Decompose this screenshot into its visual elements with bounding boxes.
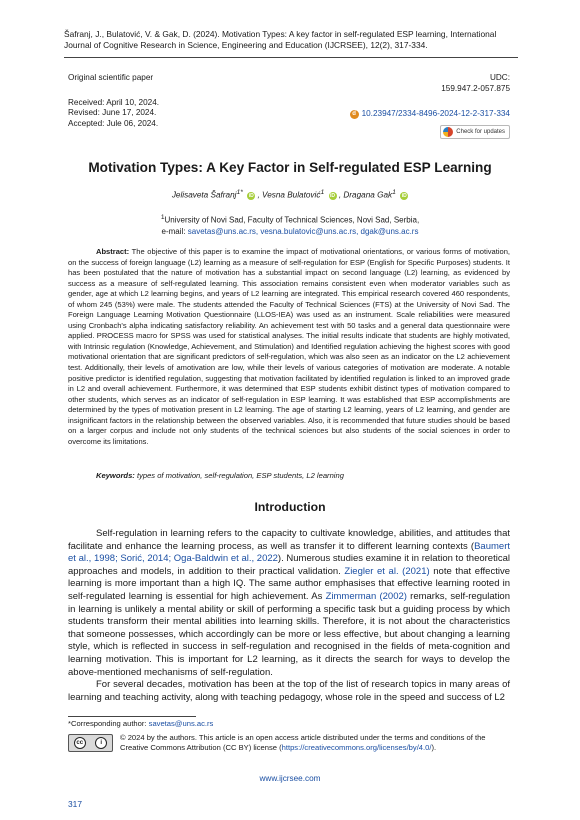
author-3-affiliation-mark: 1: [392, 189, 396, 196]
check-for-updates-button[interactable]: [440, 125, 510, 140]
email-label: e-mail:: [161, 226, 188, 236]
article-meta-left: [68, 73, 159, 129]
received-date: Received: April 10, 2024.: [68, 97, 160, 107]
citation-link[interactable]: Baumert et al., 1998; Sorić, 2014; Oga-Baldwin et al., 2022: [68, 540, 510, 565]
paragraph-text: note that effective learning is more important than a high IQ. The same author emphasises that effective learning rooted in self-regulated learning is essential for high achievement. As: [68, 565, 510, 602]
paper-title: Motivation Types: A Key Factor in Self-regulated ESP Learning: [88, 160, 492, 175]
header-divider: [64, 57, 518, 58]
abstract-text: The objective of this paper is to examine the impact of motivational orientations, or various forms of motivation, on the success of foreign language (L2) learning as a measure of self-regulation for ESP (English for Specific Purposes) students. It has been postulated that the nature of motivation has a substantial impact on second language (L2) learning, as evidenced by success as a measure of self-regulated learning. This association remains consistent even when moderator variables such as gender, age at which L2 learning begins, and years of L2 learning are integrated. This empirical research covered 460 respondents, of whom 245 (53%) were male. The students attended the Faculty of Technical Sciences (FTS) at the University of Novi Sad. The Foreign Language Learning Motivation Questionnaire (LLOS-IEA) was used as an instrument. Scale reliabilities were measured using Cronbach's alpha indicating satisfactory reliability. An achievement test with 50 tasks and a general data questionnaire were applied. PROCESS macro for SPSS was used for statistical analyses. The initial results indicate that students are highly motivated, with Intrinsic regulation (Knowledge, Achievement, and Stimulation) and Identified regulation achieving the highest scores with good motivational orientation that are significant predictors of self-regulation, which was also seen as an indicator on the L2 achievement test. Additionally, their levels of amotivation are low, while their levels of various categories of motivation are moderate. A notable positive predictor is identified regulation, suggesting that motivation facilitated by identified regulation is linked to an improved grade in L2 and overall achievement. Furthermore, it was determined that ESP students exhibit distinct types of motivation compared to other students, which serves as an indicator of self-regulation in ESP learning. It was established that ESP accomplishments are determined by the types of motivation present in L2 learning. The age of starting L2 learning, years of L2 learning, and gender are insignificant factors in the relationship between the observed variables. Also, it is recommended that future studies should be based on a larger corpus and include not only students of the technical sciences but also students of the social sciences in order to overcome its limitations.: [68, 247, 510, 446]
udc-label: UDC:: [489, 73, 510, 82]
cc-icon: cc: [74, 737, 86, 749]
affiliation-block: [0, 212, 580, 237]
orcid-icon[interactable]: iD: [330, 192, 336, 199]
journal-website-link[interactable]: www.ijcrsee.com: [259, 774, 321, 783]
paragraph-text: ). Numerous studies examine it in relation to theoretical approaches and models, in addition to their practical validation.: [68, 553, 510, 577]
keywords-label: Keywords:: [96, 471, 135, 480]
author-list: Jelisaveta Šafranj$^{1*}$ iD , Vesna Bulatović$^1$ iD , Dragana Gak$^1$ iD: [171, 189, 407, 200]
author-2-affiliation-mark: 1: [320, 189, 325, 196]
paragraph-text: remarks, self-regulation in learning is unlikely a mental ability or skill of performing a specific task but a guiding process by which students transform their mental abilities into learning skills. Therefore, it is not about the characteristics that someone possesses, which accordingly can be more or less effective, but about changing a learning style, which is reflected in success in self-regulation and recognised in the fields of meta-cognition and learning motivation. This is important for L2 learning, as it directs the search for ways to develop the above-mentioned mechanisms of self-regulation.: [68, 590, 510, 678]
doi-link[interactable]: 10.23947/2334-8496-2024-12-2-317-334: [361, 109, 510, 118]
check-for-updates-label: Check for updates: [456, 128, 505, 135]
author-3-name: Dragana Gak: [343, 190, 393, 200]
corresponding-email[interactable]: savetas@uns.ac.rs: [148, 719, 214, 728]
author-2-name: Vesna Bulatović: [262, 190, 321, 200]
attribution-icon: i: [95, 737, 107, 749]
revised-date: Revised: June 17, 2024.: [68, 108, 157, 117]
crossmark-icon: [443, 127, 453, 137]
footnote-divider: [68, 716, 196, 717]
keywords-text: types of motivation, self-regulation, ESP students, L2 learning: [136, 471, 344, 480]
article-meta-right: [350, 73, 510, 140]
license-tail: ).: [431, 743, 437, 753]
header-citation-text: Šafranj, J., Bulatović, V. & Gak, D. (2024). Motivation Types: A key factor in self-regulated ESP learning, International Journal of Cognitive Research in Science, Engineering and Education (IJCRSEE), 12(2), 317-334.: [64, 29, 497, 50]
author-1-affiliation-mark: 1*: [236, 189, 243, 196]
affiliation-text: University of Novi Sad, Faculty of Technical Sciences, Novi Sad, Serbia,: [164, 215, 420, 225]
license-link[interactable]: https://creativecommons.org/licenses/by/4.0/: [281, 743, 432, 753]
introduction-paragraph-1: [68, 528, 510, 679]
paragraph-text: Self-regulation in learning refers to the capacity to cultivate knowledge, abilities, and attitudes that facilitate and enhance the learning process, as well as transfer it to different learning contexts (: [68, 528, 510, 552]
abstract-label: Abstract:: [96, 247, 130, 256]
introduction-heading: Introduction: [254, 500, 326, 514]
udc-value: 159.947.2-057.875: [441, 83, 510, 93]
citation-link[interactable]: Zimmerman (2002): [325, 590, 407, 602]
license-block: [68, 733, 510, 754]
corresponding-author-footnote: [68, 719, 213, 728]
running-header-citation: [64, 29, 518, 50]
article-type: Original scientific paper: [68, 73, 154, 82]
license-statement: © 2024 by the authors. This article is an open access article distributed under the terms and conditions of the Creative Commons Attribution (CC BY) license (: [120, 733, 486, 753]
author-1-name: Jelisaveta Šafranj: [171, 190, 237, 200]
cc-by-badge[interactable]: [68, 734, 113, 752]
citation-link[interactable]: Ziegler et al. (2021): [344, 565, 430, 577]
keywords: [96, 471, 344, 480]
introduction-body: [68, 528, 510, 704]
orcid-icon[interactable]: iD: [401, 192, 407, 199]
doi-row: [350, 109, 510, 120]
footnote-label: *Corresponding author:: [68, 719, 149, 728]
abstract: [68, 247, 510, 447]
page-number: 317: [68, 799, 82, 809]
accepted-date: Accepted: Jule 06, 2024.: [68, 118, 159, 128]
orcid-icon[interactable]: iD: [248, 192, 254, 199]
affiliation-mark: 1: [160, 214, 165, 221]
introduction-paragraph-2: For several decades, motivation has been at the top of the list of research topics in many areas of learning and teaching activity, along with teaching pedagogy, whose role in the speed and success of L2: [68, 679, 510, 703]
license-text: [120, 733, 510, 754]
doi-icon: d: [350, 110, 359, 119]
author-emails[interactable]: savetas@uns.ac.rs, vesna.bulatovic@uns.ac.rs, dgak@uns.ac.rs: [187, 226, 419, 236]
